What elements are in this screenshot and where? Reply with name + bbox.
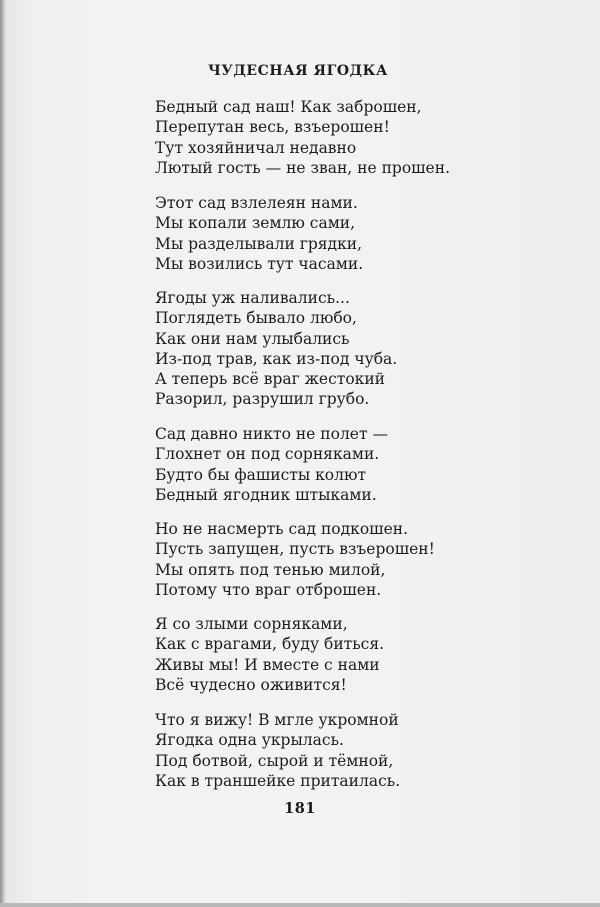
poem-line: Ягодка одна укрылась.	[155, 731, 344, 750]
page-number: 181	[284, 800, 316, 817]
poem-line: Лютый гость — не зван, не прошен.	[155, 158, 450, 177]
stanza-3	[155, 288, 575, 410]
poem-line: Но не насмерть сад подкошен.	[155, 520, 409, 538]
poem-line: Что я вижу! В мгле укромной	[155, 711, 399, 729]
poem-line: А теперь всё враг жестокий	[155, 370, 386, 389]
poem-line: Будто бы фашисты колют	[155, 465, 367, 484]
page-gutter-shadow	[0, 0, 6, 907]
poem-line: Пусть запущен, пусть взъерошен!	[155, 540, 435, 559]
poem-title: ЧУДЕСНАЯ ЯГОДКА	[207, 63, 389, 79]
stanza-5	[155, 519, 575, 600]
poem-line: Перепутан весь, взъерошен!	[155, 118, 390, 137]
poem-line: Мы копали землю сами,	[155, 214, 356, 233]
poem-line: Мы возились тут часами.	[155, 254, 364, 273]
poem-line: Мы разделывали грядки,	[155, 234, 363, 253]
poem-line: Как они нам улыбались	[155, 329, 350, 348]
stanza-6	[155, 614, 575, 695]
poem-line: Я со злыми сорняками,	[155, 615, 348, 633]
poem-line: Потому что враг отброшен.	[155, 580, 382, 599]
poem-line: Разорил, разрушил грубо.	[155, 390, 370, 409]
poem-line: Ягоды уж наливались...	[155, 289, 350, 307]
poem-line: Мы опять под тенью милой,	[155, 560, 386, 579]
poem-line: Глохнет он под сорняками.	[155, 445, 380, 464]
poem-line: Поглядеть бывало любо,	[155, 309, 357, 328]
poem-line: Как с врагами, буду биться.	[155, 635, 385, 654]
poem-line: Бедный сад наш! Как заброшен,	[155, 98, 422, 116]
poem-line: Бедный ягодник штыками.	[155, 485, 377, 504]
page-bottom-edge	[0, 903, 600, 907]
poem-line: Как в траншейке притаилась.	[155, 771, 401, 790]
stanza-1	[155, 97, 575, 178]
poem-line: Этот сад взлелеян нами.	[155, 194, 358, 212]
poem-line: Всё чудесно оживится!	[155, 675, 347, 694]
poem-line: Из-под трав, как из-под чуба.	[155, 349, 398, 368]
stanza-2	[155, 193, 575, 274]
stanza-4	[155, 424, 575, 505]
stanza-7	[155, 710, 575, 791]
poem-line: Тут хозяйничал недавно	[155, 138, 357, 157]
poem-line: Под ботвой, сырой и тёмной,	[155, 751, 394, 770]
poem-line: Сад давно никто не полет —	[155, 425, 388, 443]
poem-line: Живы мы! И вместе с нами	[155, 655, 380, 674]
